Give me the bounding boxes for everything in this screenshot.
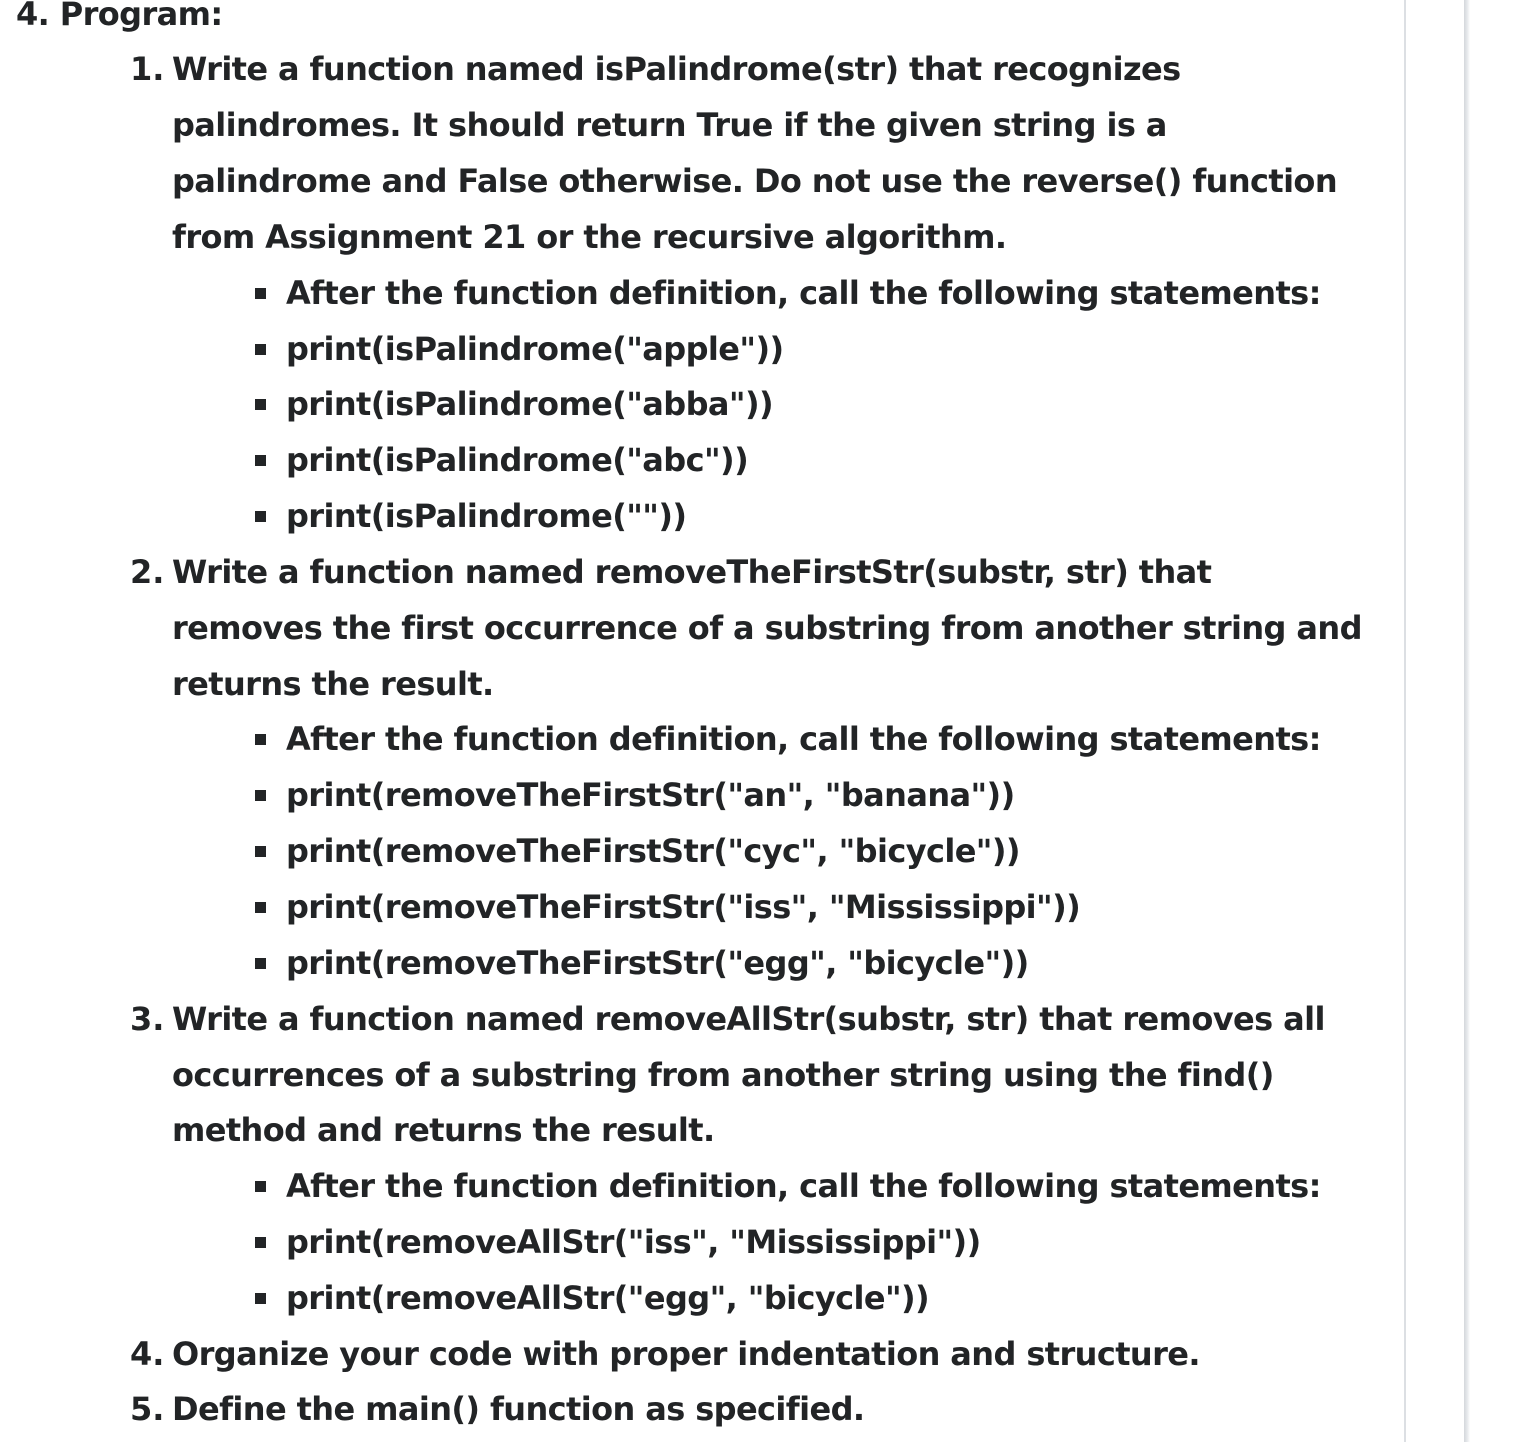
item-text-line: occurrences of a substring from another string using the find() <box>172 1056 1274 1094</box>
bullet-text: After the function definition, call the following statements: <box>286 1167 1321 1205</box>
bullet-text: print(removeTheFirstStr("egg", "bicycle")) <box>286 944 1029 982</box>
bullet-text: print(removeTheFirstStr("iss", "Mississippi")) <box>286 888 1081 926</box>
item-number: 4. <box>130 1335 165 1373</box>
bullet-text: print(isPalindrome("")) <box>286 497 687 535</box>
bullet-text: print(removeTheFirstStr("cyc", "bicycle")) <box>286 832 1020 870</box>
item-number: 5. <box>130 1390 165 1428</box>
item-text-line: removes the first occurrence of a substring from another string and <box>172 609 1362 647</box>
right-gutter <box>1470 0 1536 1442</box>
item-text-line: returns the result. <box>172 665 494 703</box>
bullet-text: print(isPalindrome("abc")) <box>286 441 749 479</box>
square-bullet-icon <box>255 734 266 745</box>
section-heading: 4. Program: <box>16 0 223 33</box>
item-number: 2. <box>130 553 165 591</box>
square-bullet-icon <box>255 1293 266 1304</box>
bullet-text: print(isPalindrome("abba")) <box>286 385 774 423</box>
square-bullet-icon <box>255 1181 266 1192</box>
square-bullet-icon <box>255 455 266 466</box>
square-bullet-icon <box>255 846 266 857</box>
item-number: 1. <box>130 50 165 88</box>
item-text-line: Write a function named removeTheFirstStr(substr, str) that <box>172 553 1212 591</box>
bullet-text: print(removeAllStr("egg", "bicycle")) <box>286 1279 930 1317</box>
item-text-line: Write a function named isPalindrome(str) that recognizes <box>172 50 1181 88</box>
item-text-line: Define the main() function as specified. <box>172 1390 865 1428</box>
square-bullet-icon <box>255 344 266 355</box>
item-text-line: Write a function named removeAllStr(substr, str) that removes all <box>172 1000 1325 1038</box>
square-bullet-icon <box>255 958 266 969</box>
square-bullet-icon <box>255 511 266 522</box>
item-text-line: palindromes. It should return True if the given string is a <box>172 106 1167 144</box>
square-bullet-icon <box>255 1237 266 1248</box>
square-bullet-icon <box>255 288 266 299</box>
item-text-line: palindrome and False otherwise. Do not use the reverse() function <box>172 162 1338 200</box>
item-text-line: method and returns the result. <box>172 1111 715 1149</box>
item-text-line: Organize your code with proper indentation and structure. <box>172 1335 1200 1373</box>
square-bullet-icon <box>255 790 266 801</box>
bullet-text: After the function definition, call the following statements: <box>286 274 1321 312</box>
side-panel <box>1406 0 1466 1442</box>
item-number: 3. <box>130 1000 165 1038</box>
square-bullet-icon <box>255 399 266 410</box>
bullet-text: print(isPalindrome("apple")) <box>286 330 784 368</box>
bullet-text: print(removeAllStr("iss", "Mississippi")) <box>286 1223 981 1261</box>
item-text-line: from Assignment 21 or the recursive algorithm. <box>172 218 1007 256</box>
square-bullet-icon <box>255 902 266 913</box>
bullet-text: print(removeTheFirstStr("an", "banana")) <box>286 776 1015 814</box>
bullet-text: After the function definition, call the following statements: <box>286 720 1321 758</box>
